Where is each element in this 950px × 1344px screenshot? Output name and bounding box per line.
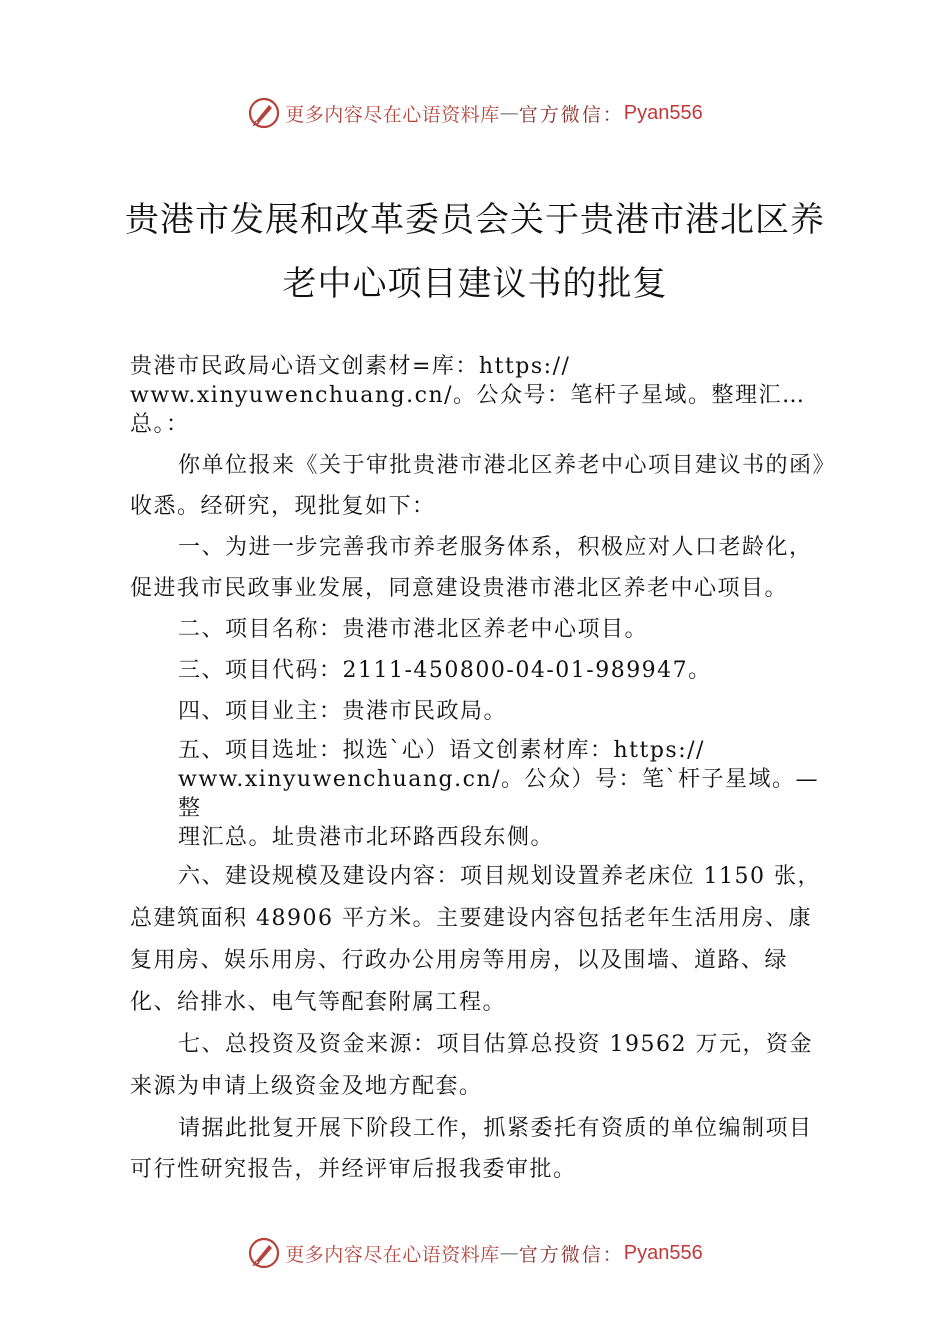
- banner-separator: —: [499, 102, 519, 124]
- banner-wechat-id: Pyan556: [623, 101, 703, 124]
- item-5-line-3: 理汇总。址贵港市北环路西段东侧。: [178, 825, 555, 850]
- banner-text: 更多内容尽在心语资料库: [285, 103, 500, 126]
- item-3: 三、项目代码：2111-450800-04-01-989947。: [178, 658, 712, 683]
- item-7: 七、总投资及资金来源：项目估算总投资 19562 万元，资金来源为申请上级资金及地方配套。: [130, 1032, 813, 1099]
- quill-logo-icon: [247, 1236, 281, 1270]
- item-5-line-2: www.xinyuwenchuang.cn/。公众）号：笔`杆子星域。—整: [178, 767, 820, 821]
- item-5-line-1: 五、项目选址：拟选`心）语文创素材库：https://: [178, 738, 705, 763]
- banner-wechat-label: 官方微信：: [518, 103, 624, 126]
- banner-text: 更多内容尽在心语资料库: [285, 1243, 500, 1266]
- header-banner: [0, 96, 950, 130]
- banner-wechat-label: 官方微信：: [518, 1243, 624, 1266]
- item-1: 一、为进一步完善我市养老服务体系，积极应对人口老龄化，促进我市民政事业发展，同意建设贵港市港北区养老中心项目。: [130, 535, 813, 601]
- banner-separator: —: [499, 1242, 519, 1264]
- item-4: 四、项目业主：贵港市民政局。: [178, 699, 508, 724]
- intro-paragraph: 你单位报来《关于审批贵港市港北区养老中心项目建议书的函》收悉。经研究，现批复如下：: [130, 453, 826, 519]
- item-6: 六、建设规模及建设内容：项目规划设置养老床位 1150 张，总建筑面积 48906 平方米。主要建设内容包括老年生活用房、康复用房、娱乐用房、行政办公用房等用房，以及围墙、道路、绿化、给排水、电气等配套附属工程。: [130, 864, 821, 1015]
- recipient-line-2: www.xinyuwenchuang.cn/。公众号：笔杆子星域。整理汇…总。：: [130, 383, 806, 437]
- quill-logo-icon: [247, 96, 281, 130]
- document-title: [120, 188, 830, 316]
- footer-banner: [0, 1236, 950, 1270]
- banner-wechat-id: Pyan556: [623, 1241, 703, 1264]
- document-body: [130, 352, 830, 1190]
- recipient-line-1: 贵港市民政局心语文创素材=库：https://: [130, 354, 571, 379]
- title-line-2: 老中心项目建议书的批复: [282, 264, 668, 304]
- title-line-1: 贵港市发展和改革委员会关于贵港市港北区养: [125, 200, 825, 240]
- item-2: 二、项目名称：贵港市港北区养老中心项目。: [178, 617, 649, 642]
- closing-paragraph: 请据此批复开展下阶段工作，抓紧委托有资质的单位编制项目可行性研究报告，并经评审后报我委审批。: [130, 1116, 813, 1182]
